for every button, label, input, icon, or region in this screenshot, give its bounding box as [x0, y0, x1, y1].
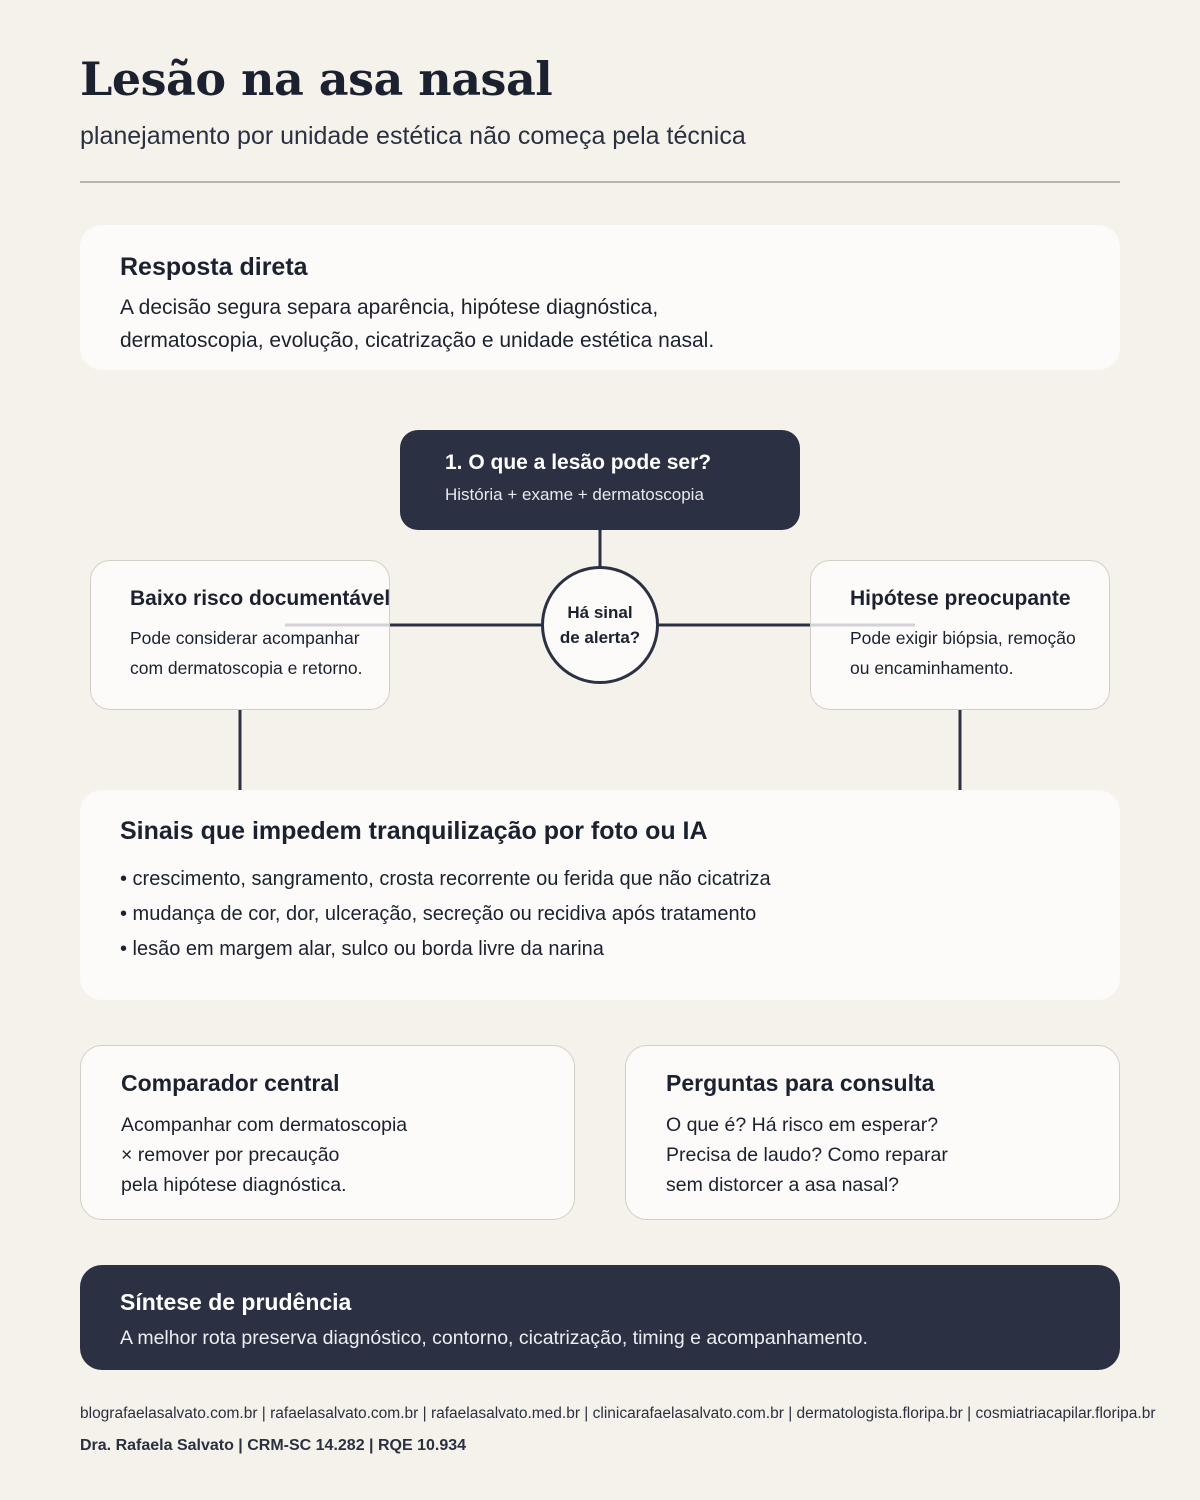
question-node-subtitle: História + exame + dermatoscopia	[445, 485, 704, 504]
comparator-card	[80, 1045, 575, 1220]
high-risk-node	[810, 560, 1110, 710]
low-risk-body	[130, 623, 362, 683]
synthesis-title: Síntese de prudência	[120, 1289, 352, 1315]
header-divider	[80, 181, 1120, 183]
synthesis-banner	[80, 1265, 1120, 1370]
footer-sites: blografaelasalvato.com.br | rafaelasalvato.com.br | rafaelasalvato.med.br | clinicarafaelasalvato.com.br | dermatologista.floripa.br | cosmiatriacapilar.floripa.br	[80, 1405, 1156, 1422]
question-node-title: 1. O que a lesão pode ser?	[445, 451, 712, 474]
decision-node	[541, 566, 659, 684]
question-node	[400, 430, 800, 530]
list-item: • crescimento, sangramento, crosta recorrente ou ferida que não cicatriza	[120, 868, 771, 890]
comparator-title: Comparador central	[121, 1070, 340, 1096]
direct-answer-card	[80, 225, 1120, 370]
decision-label	[544, 600, 656, 650]
high-risk-line-1: Pode exigir biópsia, remoção	[850, 628, 1076, 648]
high-risk-body	[850, 623, 1076, 683]
direct-answer-title: Resposta direta	[120, 253, 308, 281]
high-risk-title: Hipótese preocupante	[850, 587, 1071, 610]
decision-line-2: de alerta?	[559, 628, 641, 647]
synthesis-body: A melhor rota preserva diagnóstico, contorno, cicatrização, timing e acompanhamento.	[120, 1327, 868, 1349]
consult-questions-line-1: O que é? Há risco em esperar?	[666, 1114, 939, 1136]
consult-questions-line-3: sem distorcer a asa nasal?	[666, 1174, 900, 1196]
warning-signs-title: Sinais que impedem tranquilização por foto ou IA	[120, 817, 708, 845]
page-subtitle: planejamento por unidade estética não começa pela técnica	[80, 122, 746, 150]
high-risk-line-2: ou encaminhamento.	[850, 658, 1014, 678]
low-risk-line-1: Pode considerar acompanhar	[130, 628, 360, 648]
consult-questions-card	[625, 1045, 1120, 1220]
warning-signs-card	[80, 790, 1120, 1000]
low-risk-title: Baixo risco documentável	[130, 587, 391, 610]
decision-line-1: Há sinal	[567, 603, 633, 622]
consult-questions-title: Perguntas para consulta	[666, 1070, 935, 1096]
list-item: • mudança de cor, dor, ulceração, secreção ou recidiva após tratamento	[120, 903, 757, 925]
low-risk-node	[90, 560, 390, 710]
low-risk-line-2: com dermatoscopia e retorno.	[130, 658, 363, 678]
consult-questions-body	[666, 1110, 948, 1200]
comparator-line-2: × remover por precaução	[121, 1144, 340, 1166]
list-item: • lesão em margem alar, sulco ou borda livre da narina	[120, 938, 604, 960]
direct-answer-body: A decisão segura separa aparência, hipótese diagnóstica, dermatoscopia, evolução, cicatrização e unidade estética nasal.	[120, 296, 715, 352]
comparator-line-3: pela hipótese diagnóstica.	[121, 1174, 347, 1196]
comparator-body	[121, 1110, 407, 1200]
comparator-line-1: Acompanhar com dermatoscopia	[121, 1114, 408, 1136]
footer-author: Dra. Rafaela Salvato | CRM-SC 14.282 | RQE 10.934	[80, 1437, 467, 1454]
page-title: Lesão na asa nasal	[80, 52, 553, 106]
consult-questions-line-2: Precisa de laudo? Como reparar	[666, 1144, 948, 1166]
warning-signs-list	[120, 862, 771, 967]
